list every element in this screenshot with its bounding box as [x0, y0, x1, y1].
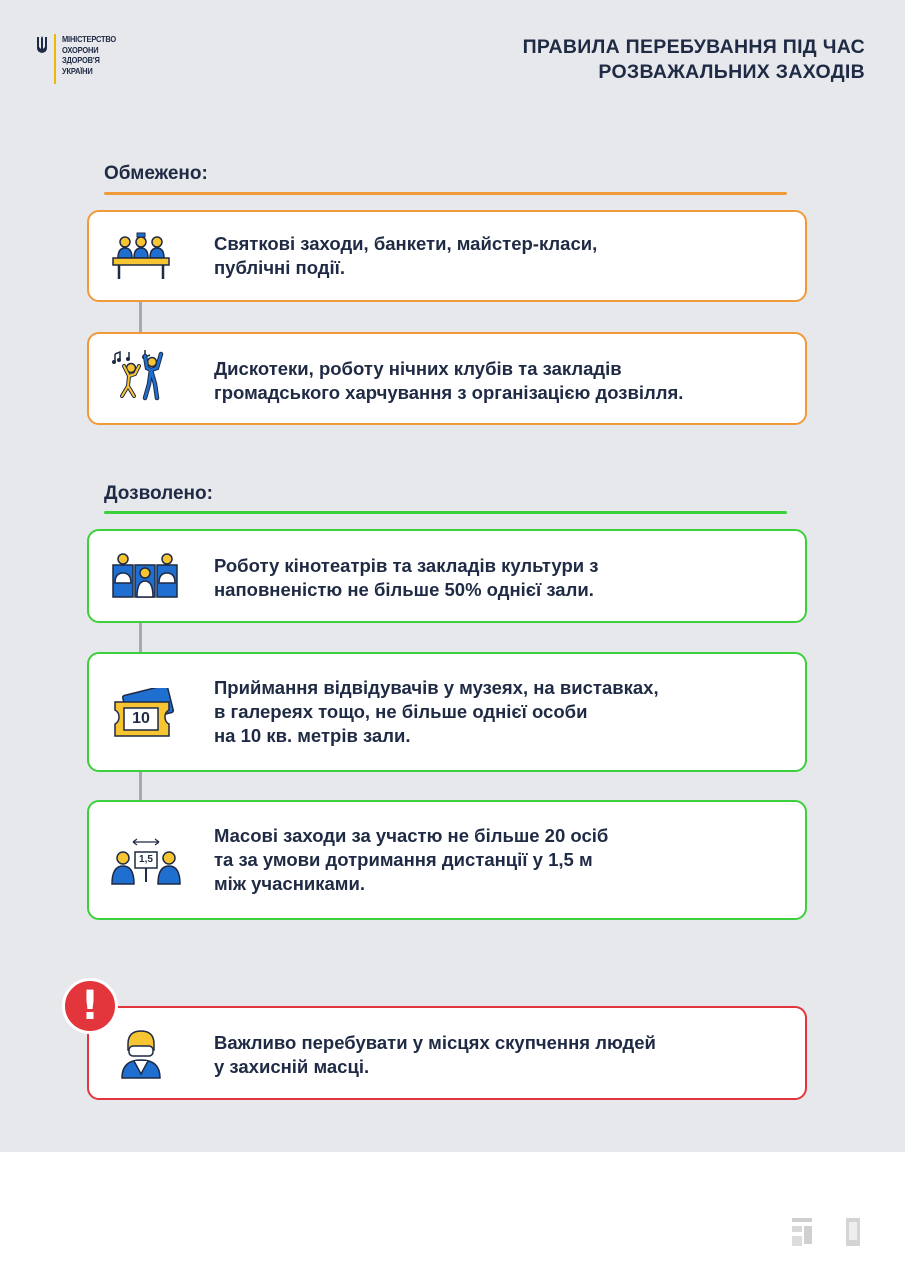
card-text-line: Масові заходи за участю не більше 20 осіб — [214, 825, 609, 846]
allowed-heading: Дозволено: — [104, 483, 213, 504]
ministry-logo — [36, 34, 123, 84]
banquet-icon — [111, 232, 171, 282]
card-text-line: Роботу кінотеатрів та закладів культури з — [214, 555, 599, 576]
restricted-heading: Обмежено: — [104, 163, 208, 184]
allowed-card-cinemas — [87, 529, 807, 623]
card-text-line: Дискотеки, роботу нічних клубів та закладів — [214, 358, 622, 379]
restricted-underline — [104, 192, 787, 195]
faint-mark-icon — [842, 1216, 864, 1248]
masked-person-icon — [121, 1028, 161, 1080]
allowed-card-text — [214, 824, 785, 896]
cinema-audience-icon — [111, 551, 181, 601]
card-connector — [139, 623, 142, 653]
page-title-line: РОЗВАЖАЛЬНИХ ЗАХОДІВ — [598, 61, 865, 83]
card-text-line: наповненістю не більше 50% однієї зали. — [214, 579, 594, 600]
allowed-card-museums — [87, 652, 807, 772]
page-title-line: ПРАВИЛА ПЕРЕБУВАННЯ ПІД ЧАС — [522, 36, 865, 58]
page-title — [523, 35, 865, 85]
restricted-card-text — [214, 232, 785, 280]
restricted-card-discos — [87, 332, 807, 425]
logo-divider — [54, 34, 56, 84]
card-text-line: громадського харчування з організацією дозвілля. — [214, 382, 684, 403]
card-text-line: публічні події. — [214, 257, 345, 278]
trident-icon — [36, 36, 48, 54]
dancing-people-icon — [111, 348, 171, 406]
card-connector — [139, 302, 142, 332]
card-text-line: в галереях тощо, не більше однієї особи — [214, 701, 588, 722]
ministry-name-line: УКРАЇНИ — [61, 65, 93, 76]
faint-mark-icon — [792, 1216, 814, 1248]
important-card-text — [214, 1031, 785, 1079]
card-text-line: Приймання відвідувачів у музеях, на виставках, — [214, 677, 659, 698]
ticket-number: 10 — [132, 710, 150, 727]
ministry-name — [62, 34, 116, 76]
allowed-card-text — [214, 676, 785, 748]
card-text-line: Святкові заходи, банкети, майстер-класи, — [214, 233, 598, 254]
allowed-underline — [104, 511, 787, 514]
ministry-name-line: МІНІСТЕРСТВО — [61, 34, 116, 44]
important-card-mask — [87, 1006, 807, 1100]
card-connector — [139, 772, 142, 800]
allowed-card-text — [214, 554, 785, 602]
restricted-card-text — [214, 357, 785, 405]
exclamation-icon: ! — [62, 978, 118, 1034]
allowed-card-mass-events — [87, 800, 807, 920]
ministry-name-line: ОХОРОНИ — [61, 44, 98, 55]
card-text-line: на 10 кв. метрів зали. — [214, 725, 411, 746]
ministry-name-line: ЗДОРОВ'Я — [61, 55, 100, 65]
card-text-line: у захисній масці. — [214, 1056, 370, 1077]
card-text-line: та за умови дотримання дистанції у 1,5 м — [214, 849, 593, 870]
card-text-line: між учасниками. — [214, 873, 365, 894]
card-text-line: Важливо перебувати у місцях скупчення людей — [214, 1032, 656, 1053]
page-footer-area — [0, 1152, 905, 1280]
restricted-card-events — [87, 210, 807, 302]
distance-sign-text: 1,5 — [139, 854, 153, 865]
